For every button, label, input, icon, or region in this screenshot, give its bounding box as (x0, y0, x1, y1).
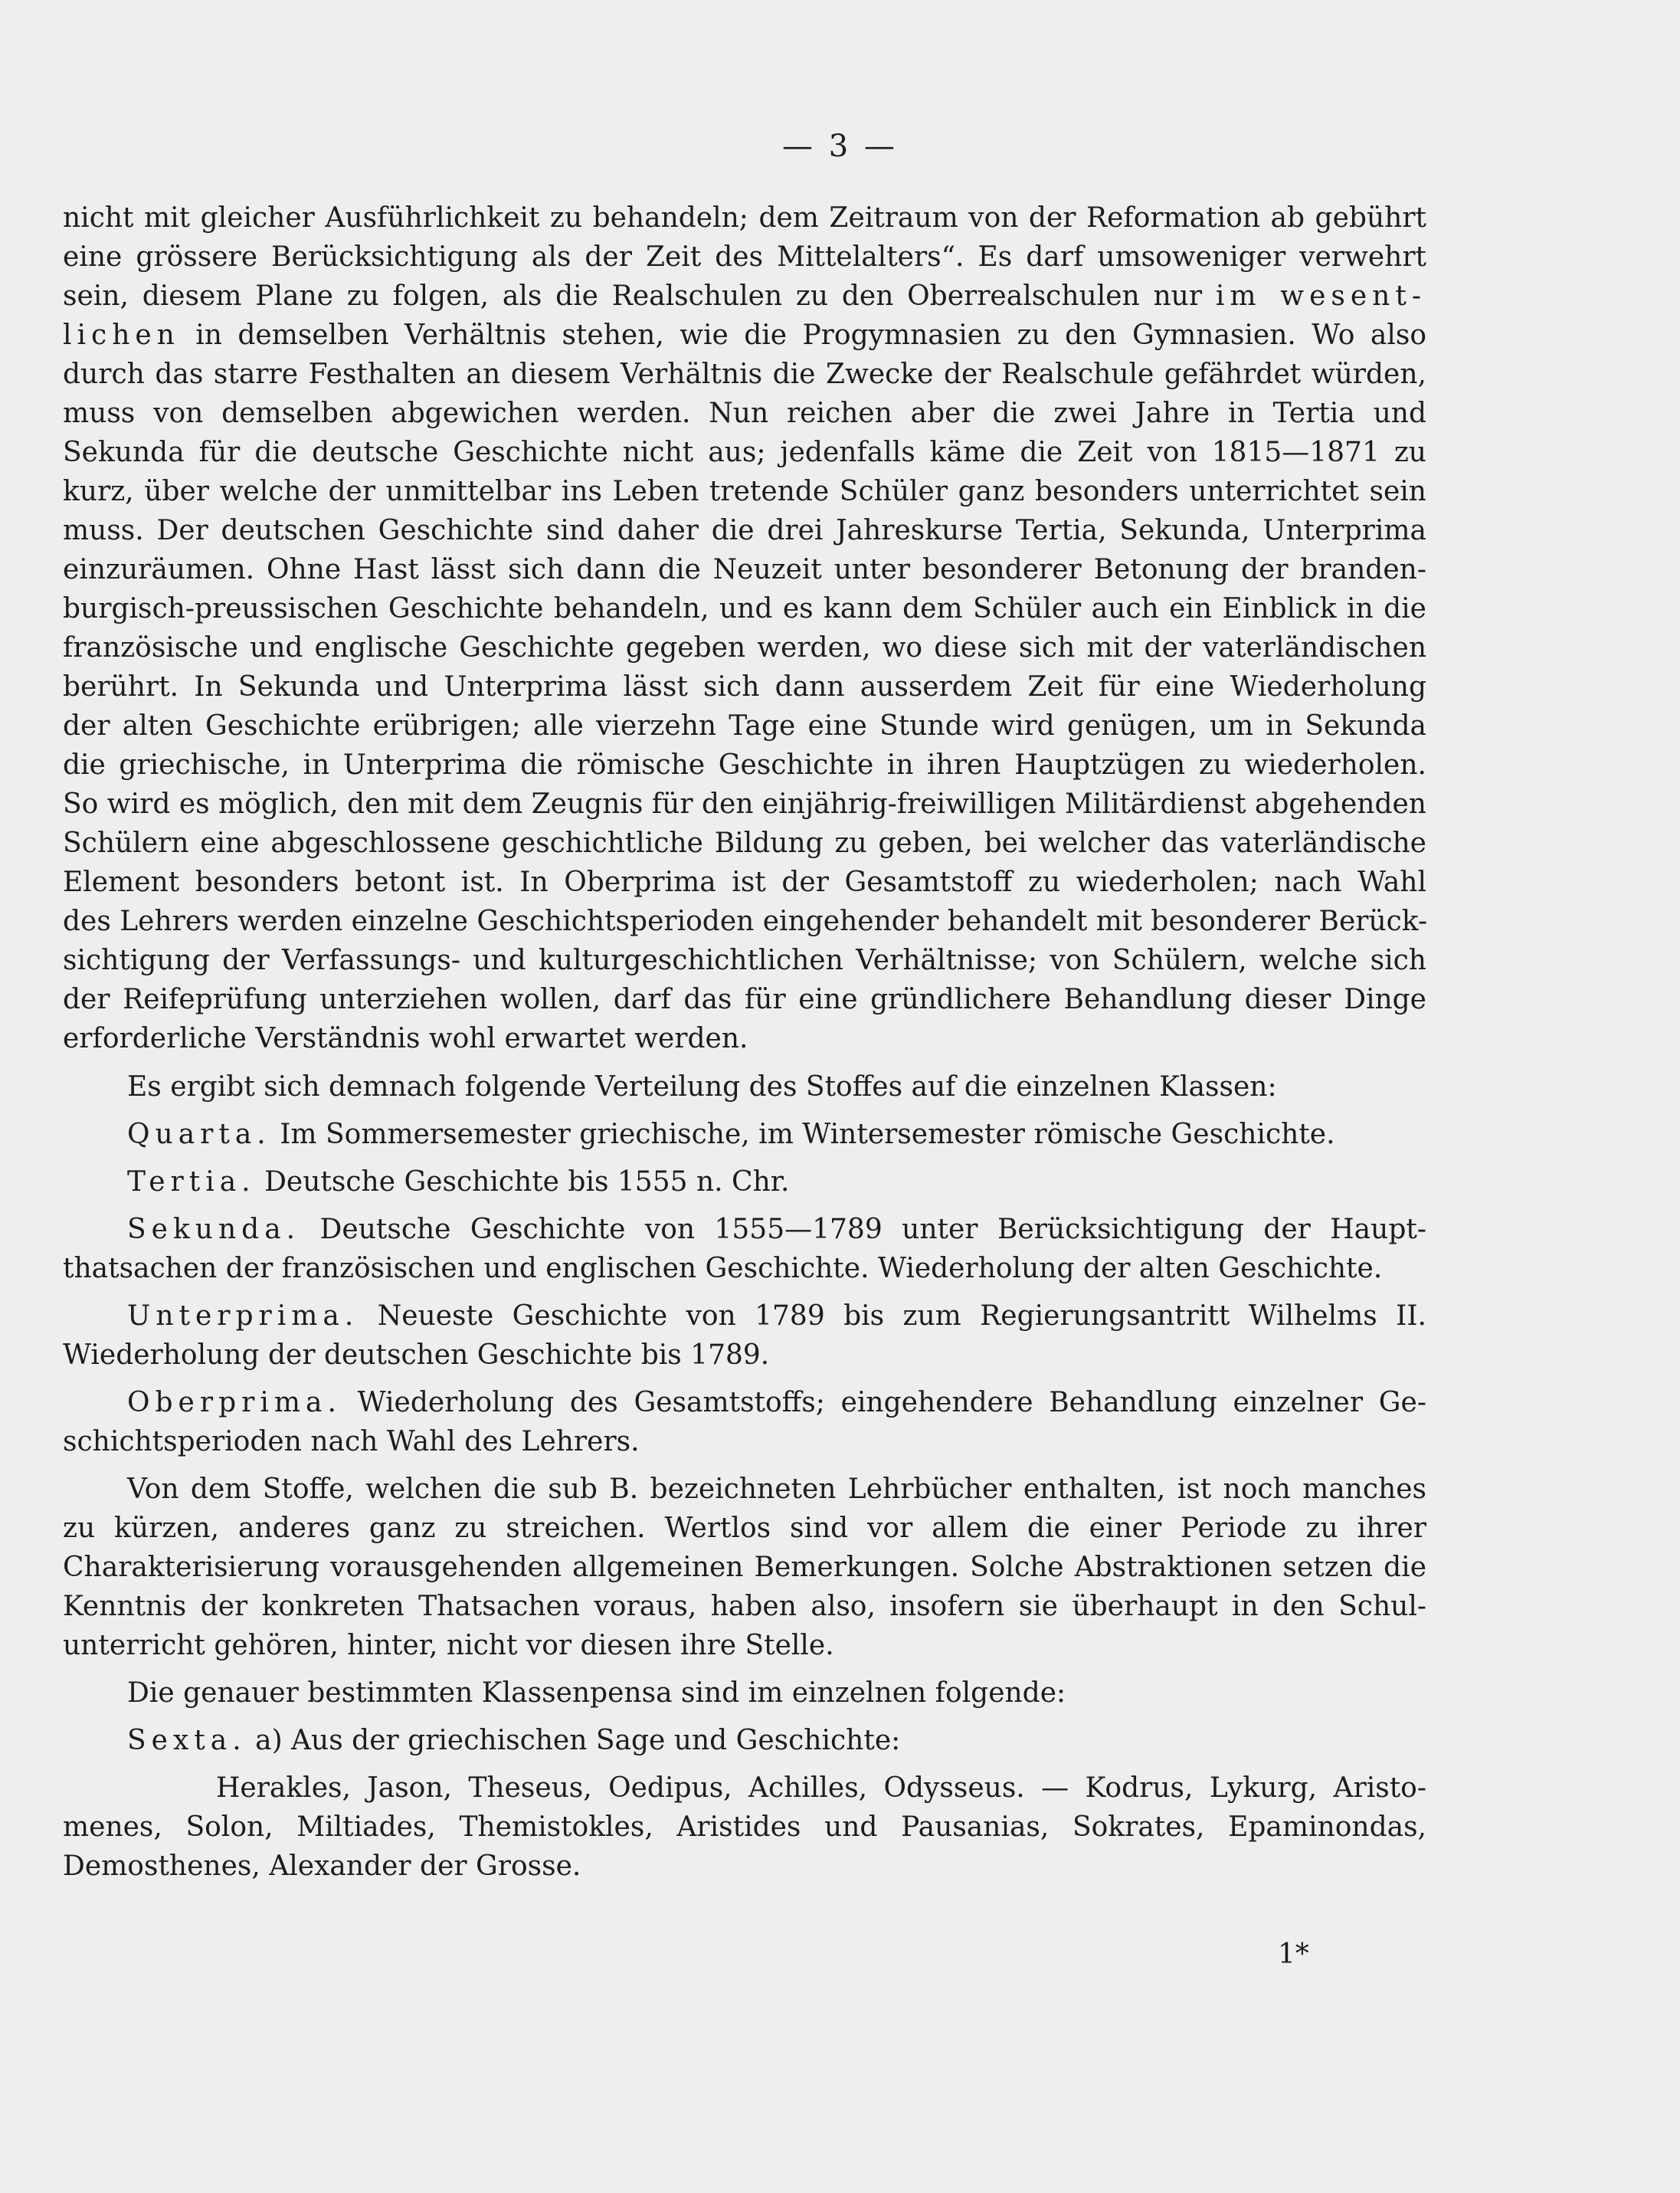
text-line: lichen in demselben Verhältnis stehen, wie die Progymnasien zu den Gymnasien. Wo also (63, 320, 1426, 351)
text-line: burgisch-preussischen Geschichte behandeln, und es kann dem Schüler auch ein Einblick in die (63, 593, 1426, 624)
class-entry-unterprima: Unterprima. Neueste Geschichte von 1789 bis zum Regierungsantritt Wilhelms II. (127, 1300, 1426, 1332)
text-line: Sekunda für die deutsche Geschichte nicht aus; jedenfalls käme die Zeit von 1815—1871 zu (63, 437, 1426, 468)
class-entry-tertia: Tertia. Deutsche Geschichte bis 1555 n. Chr. (127, 1166, 790, 1198)
text-line: Herakles, Jason, Theseus, Oedipus, Achilles, Odysseus. — Kodrus, Lykurg, Aristo- (216, 1772, 1426, 1804)
signature-mark: 1* (1278, 1939, 1309, 1970)
class-entry-sexta: Sexta. a) Aus der griechischen Sage und Geschichte: (127, 1725, 901, 1756)
text-line: Schülern eine abgeschlossene geschichtliche Bildung zu geben, bei welcher das vaterländische (63, 828, 1426, 859)
text-line: Wiederholung der deutschen Geschichte bis 1789. (63, 1339, 770, 1371)
text-line: Von dem Stoffe, welchen die sub B. bezeichneten Lehrbücher enthalten, ist noch manches (127, 1473, 1426, 1505)
text-line: des Lehrers werden einzelne Geschichtsperioden eingehender behandelt mit besonderer Berück- (63, 906, 1428, 937)
text-line: französische und englische Geschichte gegeben werden, wo diese sich mit der vaterländischen (63, 632, 1426, 664)
class-entry-quarta: Quarta. Im Sommersemester griechische, im Wintersemester römische Geschichte. (127, 1119, 1335, 1150)
text-line: der Reifeprüfung unterziehen wollen, darf das für eine gründlichere Behandlung dieser Dinge (63, 984, 1426, 1015)
text-line: kurz, über welche der unmittelbar ins Leben tretende Schüler ganz besonders unterrichtet sein (63, 476, 1426, 507)
text-line: sein, diesem Plane zu folgen, als die Realschulen zu den Oberrealschulen nur im wesent- (63, 280, 1426, 312)
page-number: — 3 — (782, 129, 898, 164)
spaced-emphasis: im wesent- (1215, 280, 1426, 312)
text-line: thatsachen der französischen und englischen Geschichte. Wiederholung der alten Geschichte. (63, 1253, 1383, 1284)
text-line: Es ergibt sich demnach folgende Verteilung des Stoffes auf die einzelnen Klassen: (127, 1071, 1277, 1103)
text-line: Element besonders betont ist. In Oberprima ist der Gesamtstoff zu wiederholen; nach Wahl (63, 867, 1426, 898)
spaced-emphasis: Oberprima. (127, 1387, 342, 1418)
text-line: Charakterisierung vorausgehenden allgemeinen Bemerkungen. Solche Abstraktionen setzen die (63, 1552, 1426, 1583)
text-line: muss. Der deutschen Geschichte sind daher die drei Jahreskurse Tertia, Sekunda, Unterprima (63, 515, 1426, 546)
spaced-emphasis: Quarta. (127, 1119, 271, 1150)
text-line: eine grössere Berücksichtigung als der Zeit des Mittelalters“. Es darf umsoweniger verwehrt (63, 241, 1426, 273)
class-entry-sekunda: Sekunda. Deutsche Geschichte von 1555—1789 unter Berücksichtigung der Haupt- (127, 1214, 1426, 1245)
spaced-emphasis: lichen (63, 320, 180, 351)
text-line: erforderliche Verständnis wohl erwartet werden. (63, 1023, 748, 1054)
text-line: Demosthenes, Alexander der Grosse. (63, 1850, 581, 1882)
text-line: unterricht gehören, hinter, nicht vor diesen ihre Stelle. (63, 1630, 834, 1661)
text-line: durch das starre Festhalten an diesem Verhältnis die Zwecke der Realschule gefährdet würden, (63, 359, 1426, 390)
spaced-emphasis: Sekunda. (127, 1214, 301, 1245)
text-line: schichtsperioden nach Wahl des Lehrers. (63, 1426, 640, 1457)
text-line: Kenntnis der konkreten Thatsachen voraus, haben also, insofern sie überhaupt in den Schul- (63, 1591, 1426, 1622)
text-line: muss von demselben abgewichen werden. Nun reichen aber die zwei Jahre in Tertia und (63, 398, 1426, 429)
spaced-emphasis: Unterprima. (127, 1300, 359, 1332)
text-line: nicht mit gleicher Ausführlichkeit zu behandeln; dem Zeitraum von der Reformation ab gebührt (63, 202, 1426, 234)
text-line: zu kürzen, anderes ganz zu streichen. Wertlos sind vor allem die einer Periode zu ihrer (63, 1513, 1426, 1544)
text-line: die griechische, in Unterprima die römische Geschichte in ihren Hauptzügen zu wiederholen. (63, 749, 1426, 781)
text-line: der alten Geschichte erübrigen; alle vierzehn Tage eine Stunde wird genügen, um in Sekunda (63, 710, 1426, 742)
text-line: sichtigung der Verfassungs- und kulturgeschichtlichen Verhältnisse; von Schülern, welche sich (63, 945, 1426, 976)
spaced-emphasis: Tertia. (127, 1166, 256, 1198)
text-line: So wird es möglich, den mit dem Zeugnis für den einjährig-freiwilligen Militärdienst abgehenden (63, 788, 1426, 820)
text-line: einzuräumen. Ohne Hast lässt sich dann die Neuzeit unter besonderer Betonung der branden- (63, 554, 1426, 585)
text-line: berührt. In Sekunda und Unterprima lässt sich dann ausserdem Zeit für eine Wiederholung (63, 671, 1426, 703)
text-line: menes, Solon, Miltiades, Themistokles, Aristides und Pausanias, Sokrates, Epaminondas, (63, 1811, 1426, 1843)
class-entry-oberprima: Oberprima. Wiederholung des Gesamtstoffs; eingehendere Behandlung einzelner Ge- (127, 1387, 1426, 1418)
text-line: Die genauer bestimmten Klassenpensa sind im einzelnen folgende: (127, 1677, 1066, 1709)
spaced-emphasis: Sexta. (127, 1725, 247, 1756)
